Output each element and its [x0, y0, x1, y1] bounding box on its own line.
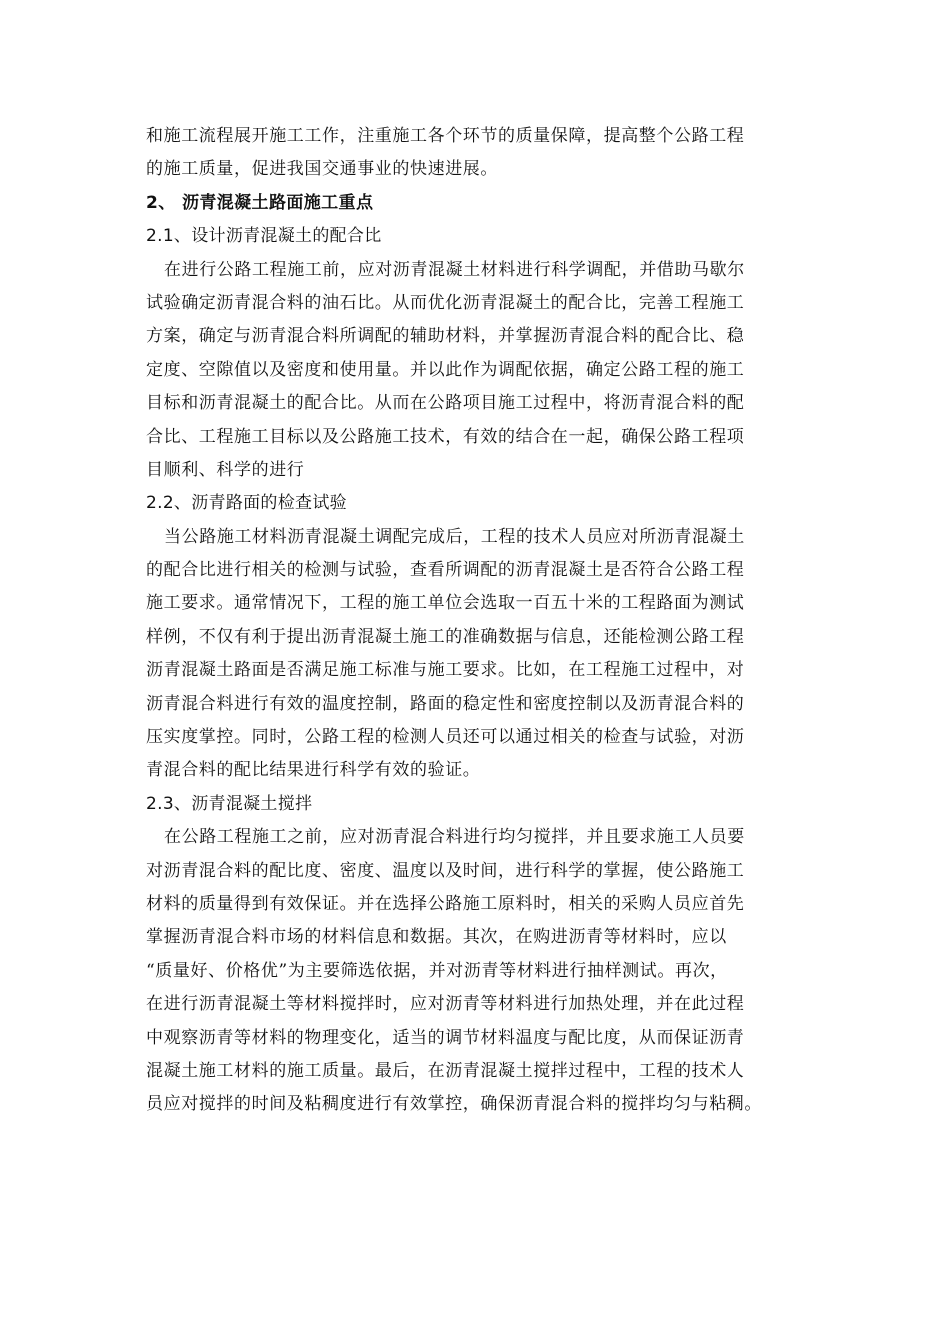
document-body	[146, 120, 806, 1122]
s21-line-6: 合比、工程施工目标以及公路施工技术，有效的结合在一起，确保公路工程项	[146, 426, 745, 447]
s23-line-2: 对沥青混合料的配比度、密度、温度以及时间，进行科学的掌握，使公路施工	[146, 860, 745, 881]
s22-line-2: 的配合比进行相关的检测与试验，查看所调配的沥青混凝土是否符合公路工程	[146, 560, 745, 581]
s21-line-1: 在进行公路工程施工前，应对沥青混凝土材料进行科学调配，并借助马歇尔	[164, 259, 745, 280]
s22-line-1: 当公路施工材料沥青混凝土调配完成后，工程的技术人员应对所沥青混凝土	[164, 526, 745, 547]
s22-line-6: 沥青混合料进行有效的温度控制，路面的稳定性和密度控制以及沥青混合料的	[146, 693, 745, 714]
s23-line-6: 在进行沥青混凝土等材料搅拌时，应对沥青等材料进行加热处理，并在此过程	[146, 994, 745, 1015]
section-2-2-heading: 2.2、沥青路面的检查试验	[146, 493, 347, 514]
s23-line-4: 掌握沥青混合料市场的材料信息和数据。其次，在购进沥青等材料时，应以	[146, 927, 727, 948]
section-2-heading: 2、 沥青混凝土路面施工重点	[146, 192, 374, 213]
s22-line-5: 沥青混凝土路面是否满足施工标准与施工要求。比如，在工程施工过程中，对	[146, 660, 745, 681]
s21-line-3: 方案，确定与沥青混合料所调配的辅助材料，并掌握沥青混合料的配合比、稳	[146, 326, 745, 347]
s22-line-8: 青混合料的配比结果进行科学有效的验证。	[146, 760, 481, 781]
s23-line-5: “质量好、价格优”为主要筛选依据，并对沥青等材料进行抽样测试。再次，	[146, 960, 728, 981]
s23-line-3: 材料的质量得到有效保证。并在选择公路施工原料时，相关的采购人员应首先	[146, 893, 745, 914]
s23-line-9: 员应对搅拌的时间及粘稠度进行有效掌控，确保沥青混合料的搅拌均匀与粘稠。	[146, 1094, 762, 1115]
intro-line-2: 的施工质量，促进我国交通事业的快速进展。	[146, 159, 498, 180]
s22-line-3: 施工要求。通常情况下，工程的施工单位会选取一百五十米的工程路面为测试	[146, 593, 745, 614]
s22-line-4: 样例，不仅有利于提出沥青混凝土施工的准确数据与信息，还能检测公路工程	[146, 626, 745, 647]
s21-line-5: 目标和沥青混凝土的配合比。从而在公路项目施工过程中，将沥青混合料的配	[146, 393, 745, 414]
s21-line-4: 定度、空隙值以及密度和使用量。并以此作为调配依据，确定公路工程的施工	[146, 359, 745, 380]
s23-line-8: 混凝土施工材料的施工质量。最后，在沥青混凝土搅拌过程中，工程的技术人	[146, 1060, 745, 1081]
s21-line-2: 试验确定沥青混合料的油石比。从而优化沥青混凝土的配合比，完善工程施工	[146, 292, 745, 313]
section-2-3-heading: 2.3、沥青混凝土搅拌	[146, 793, 313, 814]
s23-line-7: 中观察沥青等材料的物理变化，适当的调节材料温度与配比度，从而保证沥青	[146, 1027, 745, 1048]
s21-line-7: 目顺利、科学的进行	[146, 459, 305, 480]
section-2-1-heading: 2.1、设计沥青混凝土的配合比	[146, 226, 382, 247]
intro-line-1: 和施工流程展开施工工作，注重施工各个环节的质量保障，提高整个公路工程	[146, 126, 745, 146]
s23-line-1: 在公路工程施工之前，应对沥青混合料进行均匀搅拌，并且要求施工人员要	[164, 827, 745, 848]
s22-line-7: 压实度掌控。同时，公路工程的检测人员还可以通过相关的检查与试验，对沥	[146, 727, 745, 748]
